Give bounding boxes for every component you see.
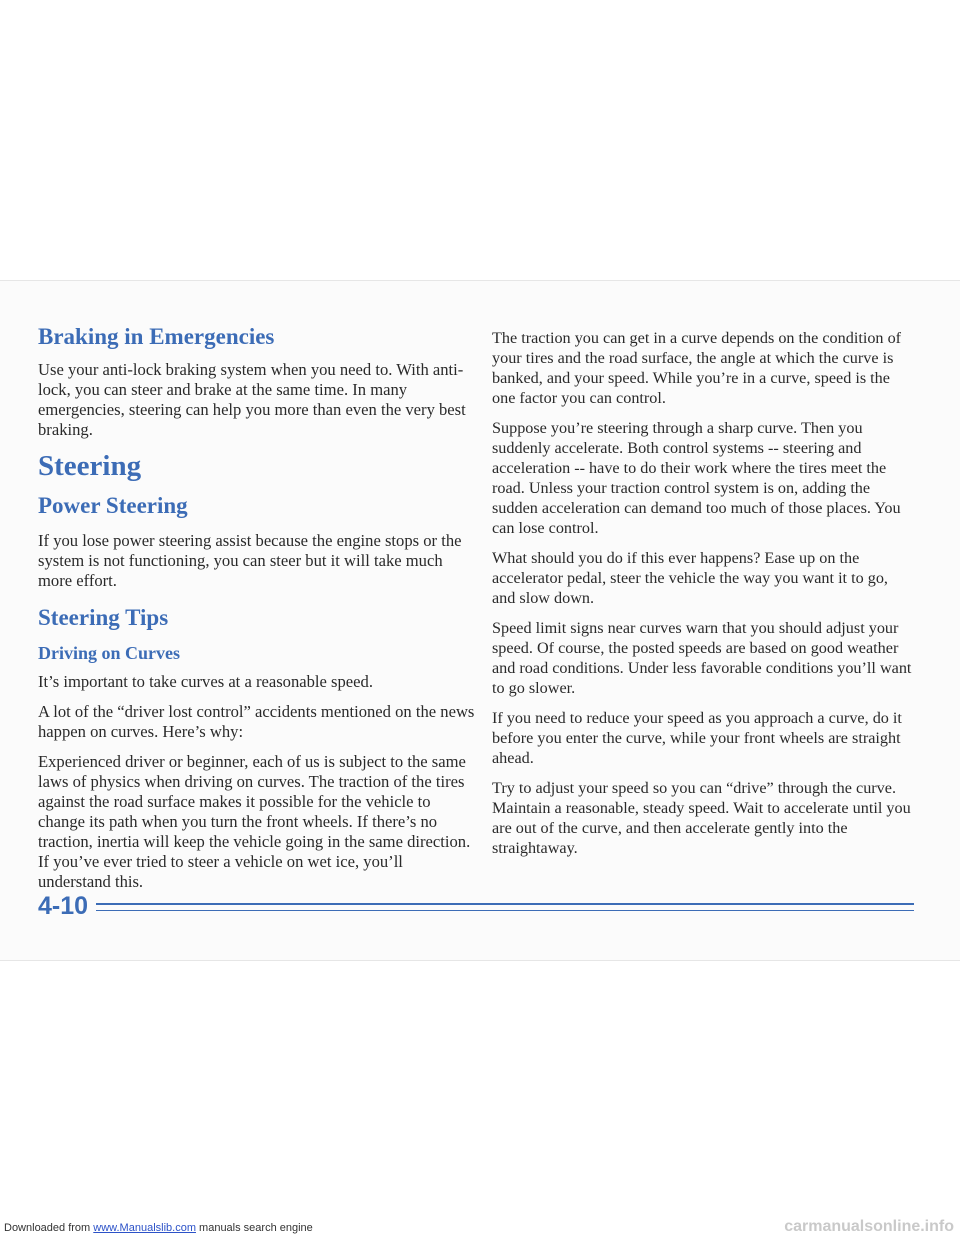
- reduce-speed-paragraph: If you need to reduce your speed as you approach a curve, do it before you enter the curve, while your front wheels are straight ahead.: [492, 709, 902, 767]
- left-column: [38, 322, 478, 902]
- footer-rule-thin: [96, 910, 914, 911]
- sharp-curve-paragraph: Suppose you’re steering through a sharp curve. Then you suddenly accelerate. Both control systems -- steering and acceleration -- have to do their work where the tires meet the road. Unless your traction control system is on, adding the sudden acceleration can demand too much of those places. You can lose control.: [492, 419, 901, 537]
- curves-paragraph-3: Experienced driver or beginner, each of us is subject to the same laws of physics when driving on curves. The traction of the tires against the road surface makes it possible for the vehicle to change its path when you turn the front wheels. If there’s no traction, inertia will keep the vehicle going in the same direction. If you’ve ever tried to steer a vehicle on wet ice, you’ll understand this.: [38, 752, 471, 891]
- download-credit-prefix: Downloaded from: [4, 1222, 94, 1234]
- power-steering-paragraph: If you lose power steering assist because the engine stops or the system is not functioning, you can steer but it will take much more effort.: [38, 531, 462, 590]
- curves-paragraph-1: It’s important to take curves at a reasonable speed.: [38, 672, 373, 691]
- traction-paragraph: The traction you can get in a curve depends on the condition of your tires and the road surface, the angle at which the curve is banked, and your speed. While you’re in a curve, speed is the one factor you can control.: [492, 329, 902, 407]
- manualslib-link[interactable]: www.Manualslib.com: [93, 1222, 196, 1234]
- scan-edge-bottom: [0, 960, 960, 961]
- speed-limit-paragraph: Speed limit signs near curves warn that you should adjust your speed. Of course, the posted speeds are based on good weather and road conditions. Under less favorable conditions you’ll want to go slower.: [492, 619, 912, 697]
- site-watermark: carmanualsonline.info: [784, 1218, 954, 1235]
- braking-paragraph: Use your anti-lock braking system when you need to. With anti-lock, you can steer and brake at the same time. In many emergencies, steering can help you more than even the very best braking.: [38, 360, 466, 439]
- braking-heading: Braking in Emergencies: [38, 324, 275, 349]
- adjust-speed-paragraph: Try to adjust your speed so you can “drive” through the curve. Maintain a reasonable, steady speed. Wait to accelerate until you are out of the curve, and then accelerate gently into the straightaway.: [492, 779, 911, 857]
- right-column: [492, 328, 912, 868]
- power-steering-heading: Power Steering: [38, 493, 188, 518]
- driving-on-curves-heading: Driving on Curves: [38, 643, 181, 663]
- steering-tips-heading: Steering Tips: [38, 605, 169, 630]
- footer-rule: [96, 903, 914, 905]
- page-number: 4-10: [38, 892, 89, 920]
- download-credit: [4, 1222, 313, 1234]
- curves-paragraph-2: A lot of the “driver lost control” accidents mentioned on the news happen on curves. Here’s why:: [38, 702, 475, 741]
- what-to-do-paragraph: What should you do if this ever happens? Ease up on the accelerator pedal, steer the vehicle the way you want it to go, and slow down.: [492, 549, 888, 607]
- download-credit-suffix: manuals search engine: [195, 1222, 313, 1234]
- steering-heading: Steering: [38, 450, 142, 482]
- scan-edge-top: [0, 280, 960, 281]
